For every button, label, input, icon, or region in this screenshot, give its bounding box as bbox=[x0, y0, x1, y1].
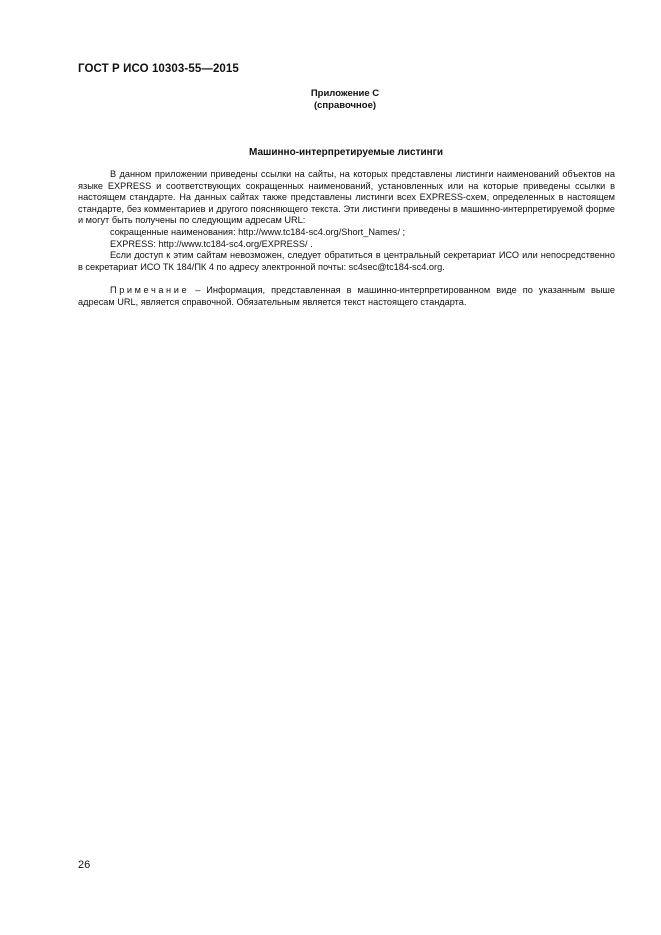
note-text: – Информация, представленная в машинно-интерпретированном виде по указанным выше адресам URL, является справочной. Обязательным является текст настоящего стандарта. bbox=[78, 285, 615, 307]
url-express: EXPRESS: http://www.tc184-sc4.org/EXPRESS/ . bbox=[110, 238, 313, 249]
document-code: ГОСТ Р ИСО 10303-55—2015 bbox=[78, 63, 239, 75]
note-label: Примечание bbox=[110, 285, 190, 296]
section-title: Машинно-интерпретируемые листинги bbox=[249, 147, 443, 158]
document-body bbox=[78, 169, 615, 309]
appendix-subtitle: (справочное) bbox=[313, 100, 377, 111]
appendix-heading bbox=[270, 88, 420, 112]
paragraph-intro: В данном приложении приведены ссылки на сайты, на которых представлены листинги наименований объектов на языке EXPRESS и соответствующих сокращенных наименований, установленных или на которые приведены ссылки в настоящем стандарте. На данных сайтах также представлены листинги всех EXPRESS-схем, определенных в настоящем стандарте, без комментариев и другого поясняющего текста. Эти листинги приведены в машинно-интерпретируемой форме и могут быть получены по следующим адресам URL: bbox=[78, 169, 615, 226]
note-paragraph bbox=[78, 285, 615, 308]
url-short-names: сокращенные наименования: http://www.tc184-sc4.org/Short_Names/ ; bbox=[110, 226, 406, 237]
paragraph-contact: Если доступ к этим сайтам невозможен, следует обратиться в центральный секретариат ИСО или непосредственно в секретариат ИСО ТК 184/ПК 4 по адресу электронной почты: sc4sec@tc184-sc4.org. bbox=[78, 250, 615, 272]
appendix-title: Приложение C bbox=[310, 88, 380, 99]
page-number: 26 bbox=[78, 859, 91, 871]
